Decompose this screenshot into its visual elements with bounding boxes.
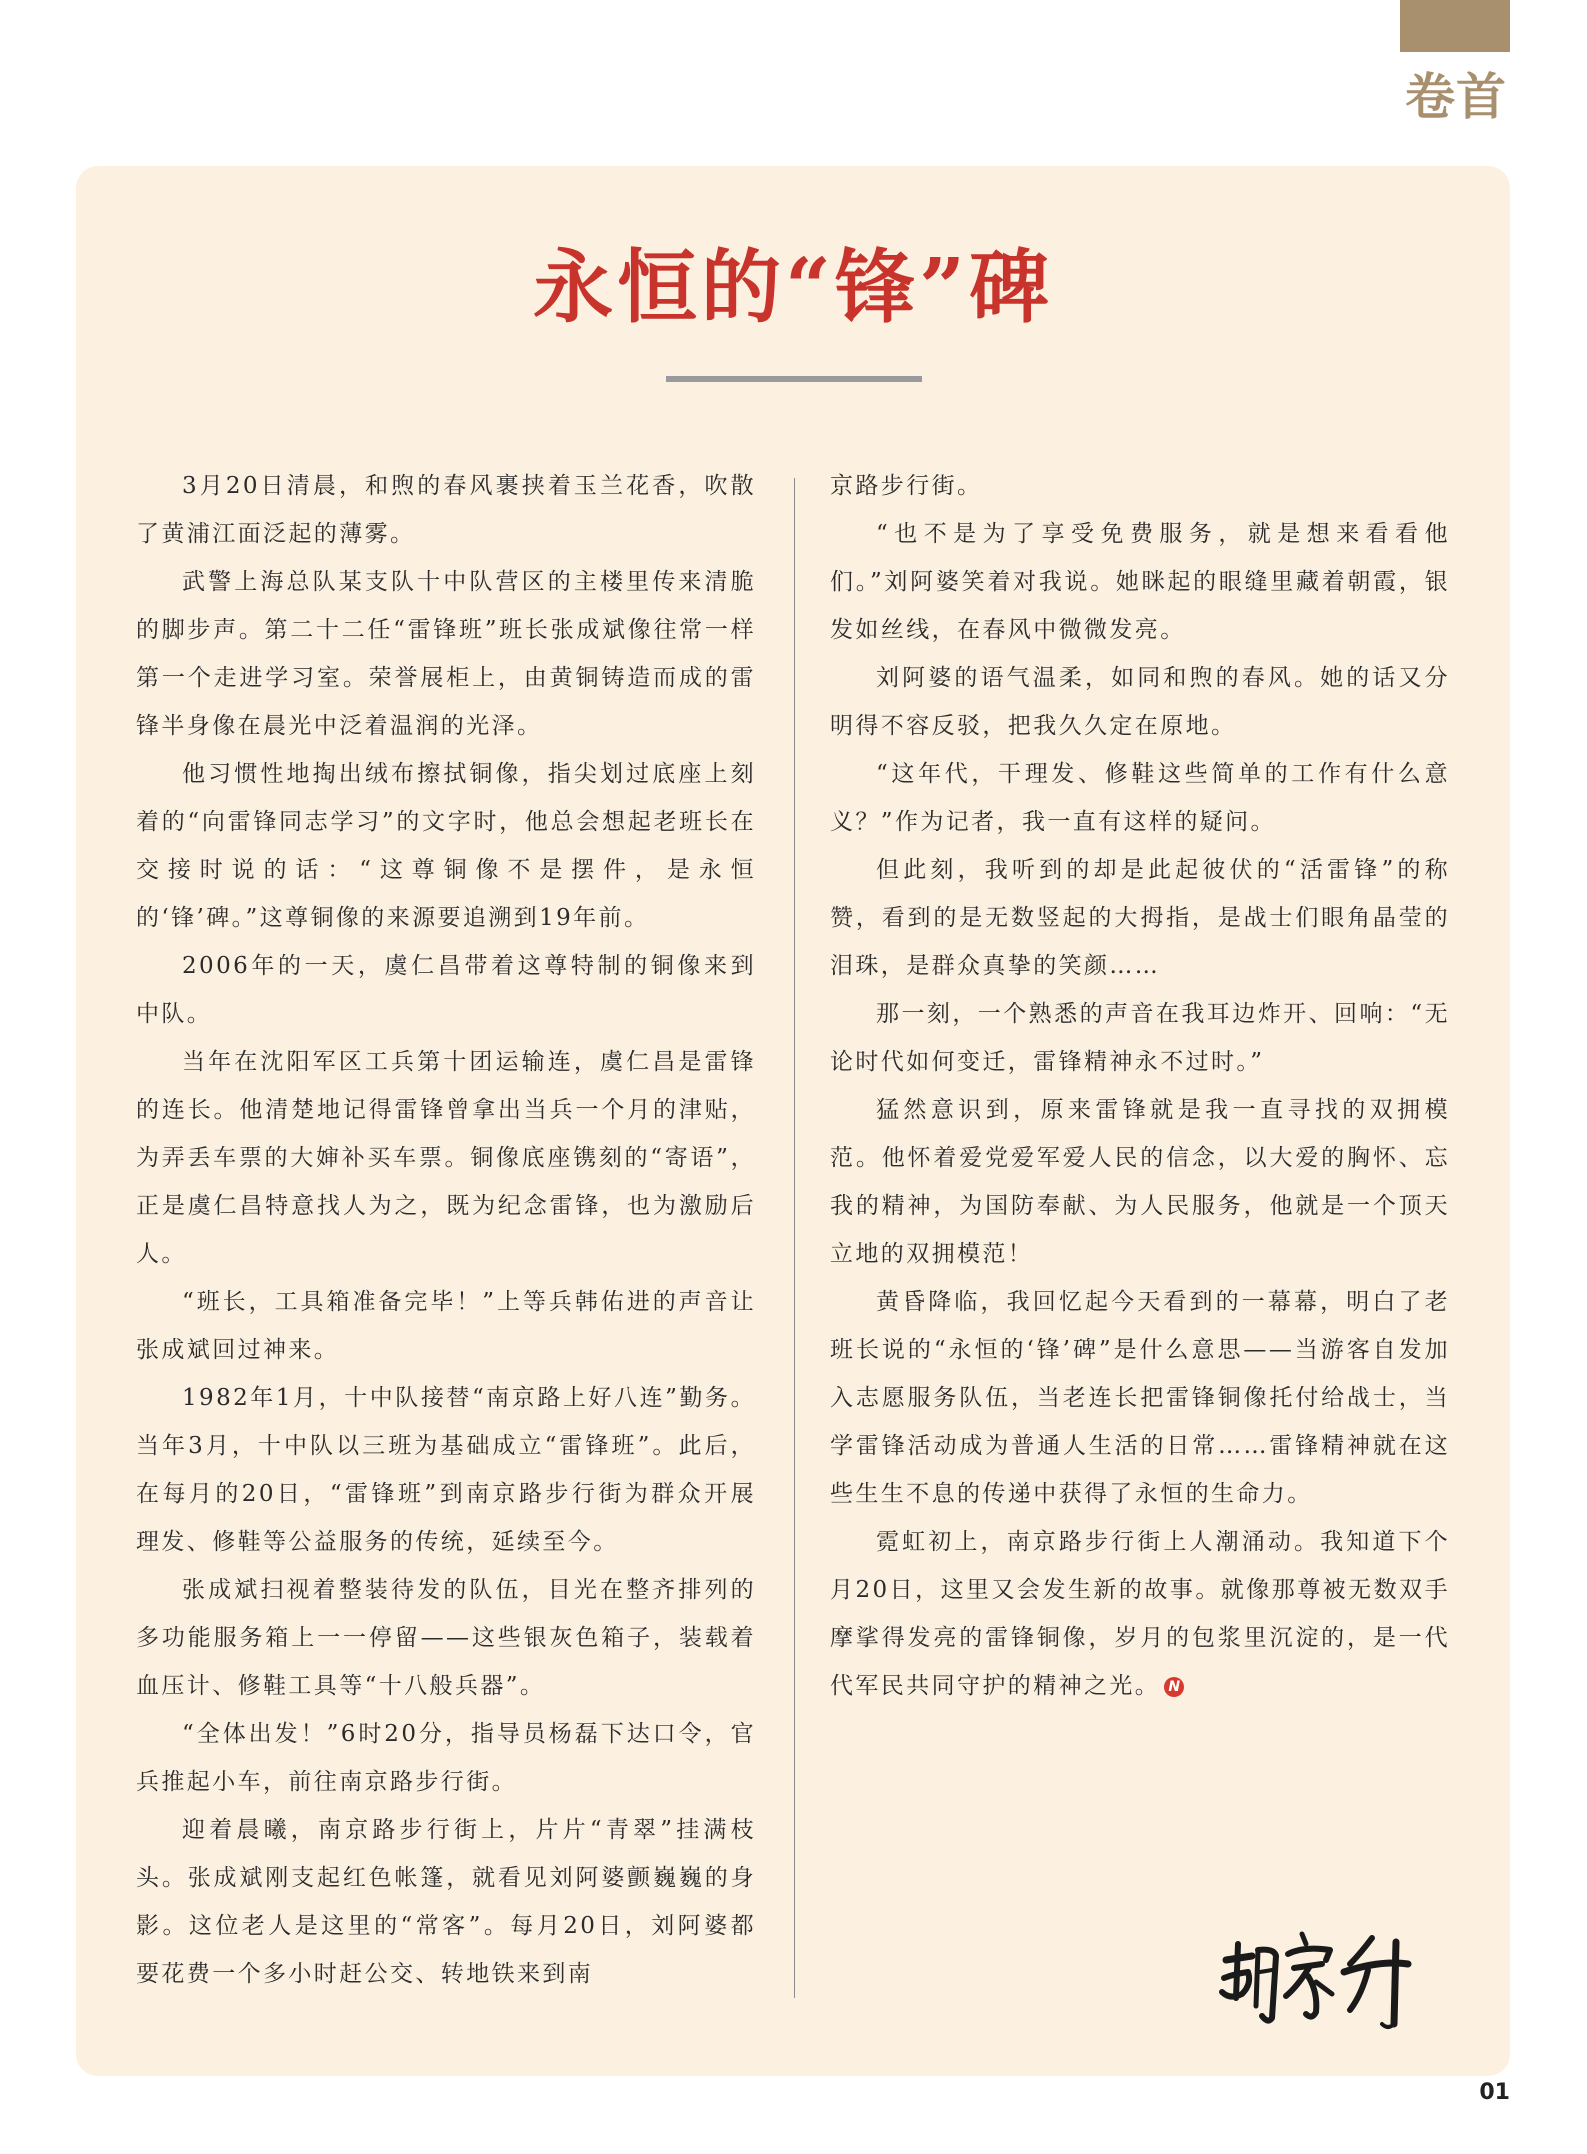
paragraph: 当年在沈阳军区工兵第十团运输连，虞仁昌是雷锋的连长。他清楚地记得雷锋曾拿出当兵一个月的津贴，为弄丢车票的大婶补买车票。铜像底座镌刻的“寄语”，正是虞仁昌特意找人为之，既为纪念雷锋，也为激励后人。	[136, 1049, 756, 1267]
paragraph: “全体出发！”6时20分，指导员杨磊下达口令，官兵推起小车，前往南京路步行街。	[136, 1721, 756, 1795]
article-title: 永恒的“锋”碑	[532, 240, 1054, 334]
paragraph: 2006年的一天，虞仁昌带着这尊特制的铜像来到中队。	[136, 953, 756, 1027]
end-mark-icon: N	[1164, 1677, 1184, 1697]
paragraph: 那一刻，一个熟悉的声音在我耳边炸开、回响：“无论时代如何变迁，雷锋精神永不过时。”	[830, 1001, 1450, 1075]
title-underline	[666, 376, 922, 382]
paragraph: 黄昏降临，我回忆起今天看到的一幕幕，明白了老班长说的“永恒的‘锋’碑”是什么意思——当游客自发加入志愿服务队伍，当老连长把雷锋铜像托付给战士，当学雷锋活动成为普通人生活的日常……雷锋精神就在这些生生不息的传递中获得了永恒的生命力。	[830, 1289, 1450, 1507]
paragraph: “这年代，干理发、修鞋这些简单的工作有什么意义？”作为记者，我一直有这样的疑问。	[830, 761, 1450, 835]
column-divider	[794, 478, 795, 1998]
section-label: 卷首	[1405, 68, 1507, 126]
paragraph: 3月20日清晨，和煦的春风裹挟着玉兰花香，吹散了黄浦江面泛起的薄雾。	[136, 473, 756, 547]
paragraph: 武警上海总队某支队十中队营区的主楼里传来清脆的脚步声。第二十二任“雷锋班”班长张成斌像往常一样第一个走进学习室。荣誉展柜上，由黄铜铸造而成的雷锋半身像在晨光中泛着温润的光泽。	[136, 569, 756, 739]
paragraph: “也不是为了享受免费服务，就是想来看看他们。”刘阿婆笑着对我说。她眯起的眼缝里藏着朝霞，银发如丝线，在春风中微微发亮。	[830, 521, 1450, 643]
page-number: 01	[1479, 2080, 1510, 2105]
paragraph: 但此刻，我听到的却是此起彼伏的“活雷锋”的称赞，看到的是无数竖起的大拇指，是战士们眼角晶莹的泪珠，是群众真挚的笑颜……	[830, 857, 1450, 979]
paragraph: 张成斌扫视着整装待发的队伍，目光在整齐排列的多功能服务箱上一一停留——这些银灰色箱子，装载着血压计、修鞋工具等“十八般兵器”。	[136, 1577, 756, 1699]
corner-color-block	[1400, 0, 1510, 52]
author-signature	[1212, 1920, 1442, 2032]
paragraph: 迎着晨曦，南京路步行街上，片片“青翠”挂满枝头。张成斌刚支起红色帐篷，就看见刘阿婆颤巍巍的身影。这位老人是这里的“常客”。每月20日，刘阿婆都要花费一个多小时赶公交、转地铁来到南	[136, 1817, 756, 1987]
paragraph: 猛然意识到，原来雷锋就是我一直寻找的双拥模范。他怀着爱党爱军爱人民的信念，以大爱的胸怀、忘我的精神，为国防奉献、为人民服务，他就是一个顶天立地的双拥模范！	[830, 1097, 1450, 1267]
paragraph-continuation: 京路步行街。	[830, 473, 983, 499]
paragraph: 他习惯性地掏出绒布擦拭铜像，指尖划过底座上刻着的“向雷锋同志学习”的文字时，他总会想起老班长在交接时说的话：“这尊铜像不是摆件，是永恒的‘锋’碑。”这尊铜像的来源要追溯到19年前。	[136, 761, 756, 931]
paragraph: “班长，工具箱准备完毕！”上等兵韩佑进的声音让张成斌回过神来。	[136, 1289, 756, 1363]
paragraph: 1982年1月，十中队接替“南京路上好八连”勤务。当年3月，十中队以三班为基础成立“雷锋班”。此后，在每月的20日，“雷锋班”到南京路步行街为群众开展理发、修鞋等公益服务的传统，延续至今。	[136, 1385, 756, 1555]
paragraph-final-text: 霓虹初上，南京路步行街上人潮涌动。我知道下个月20日，这里又会发生新的故事。就像那尊被无数双手摩挲得发亮的雷锋铜像，岁月的包浆里沉淀的，是一代代军民共同守护的精神之光。	[830, 1529, 1450, 1699]
left-column	[136, 462, 756, 1998]
paragraph-final	[830, 1518, 1450, 1710]
paragraph: 刘阿婆的语气温柔，如同和煦的春风。她的话又分明得不容反驳，把我久久定在原地。	[830, 665, 1450, 739]
right-column	[830, 462, 1450, 1710]
